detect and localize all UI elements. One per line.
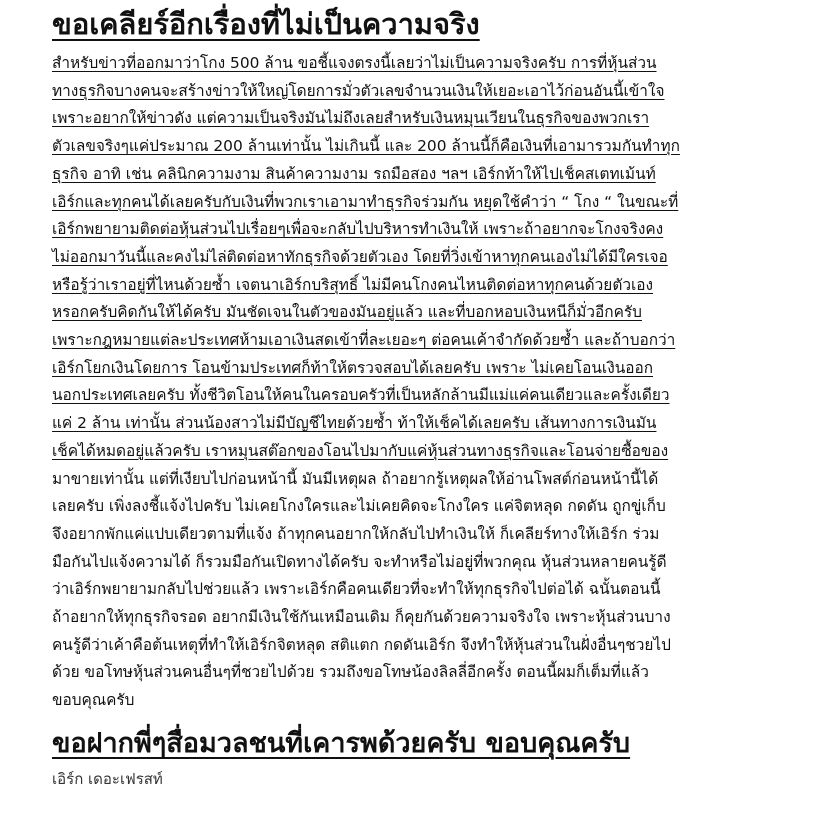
signature: เอิร์ก เดอะเฟรสท์ [52,769,163,788]
post-body [52,50,792,715]
body-line: สำหรับข่าวที่ออกมาว่าโกง 500 ล้าน ขอชี้แจงตรงนี้เลยว่าไม่เป็นความจริงครับ การที่หุ้นส่วน [52,54,657,72]
body-line: แค่ 2 ล้าน เท่านั้น ส่วนน้องสาวไม่มีบัญชีไทยด้วยซ้ำ ท้าให้เช็คได้เลยครับ เส้นทางการเงินมัน [52,414,657,433]
body-line: มาขายเท่านั้น แต่ที่เงียบไปก่อนหน้านี้ มันมีเหตุผล ถ้าอยากรู้เหตุผลให้อ่านโพสต์ก่อนหน้านี้ได้ [52,469,659,488]
body-line: เลยครับ เพิ่งลงชี้แจ้งไปครับ ไม่เคยโกงใครและไม่เคยคิดจะโกงใคร แค่จิตหลุด กดดัน ถูกขู่เก็บ [52,497,666,516]
body-line: หรอกครับคิดกันให้ได้ครับ มันชัดเจนในตัวของมันอยู่แล้ว และที่บอกหอบเงินหนีก็มั่วอีกครับ [52,303,642,322]
body-line: เพราะกฎหมายแต่ละประเทศห้ามเอาเงินสดเข้าที่ละเยอะๆ ต่อคนเค้าจำกัดด้วยซ้ำ และถ้าบอกว่า [52,331,676,350]
body-line: จึงอยากพักแค่แปบเดียวตามที่แจ้ง ถ้าทุกคนอยากให้กลับไปทำเงินให้ ก็เคลียร์ทางให้เอิร์ก ร่วม [52,524,660,543]
body-line: เอิร์กพยายามติดต่อหุ้นส่วนไปเรื่อยๆเพื่อจะกลับไปบริหารทำเงินให้ เพราะถ้าอยากจะโกงจริงคง [52,220,664,239]
body-line: ธุรกิจ อาทิ เช่น คลินิกความงาม สินค้าความงาม รถมือสอง ฯลฯ เอิร์กท้าให้ไปเช็คสเตทเม้นท์ [52,164,656,183]
body-line: ทางธุรกิจบางคนจะสร้างข่าวให้ใหญ่โดยการมั่วตัวเลขจำนวนเงินให้เยอะเอาไว้ก่อนอันนี้เข้าใจ [52,81,665,100]
body-line: ตัวเลขจริงๆแค่ประมาณ 200 ล้านเท่านั้น ไม่เกินนี้ และ 200 ล้านนี้ก็คือเงินที่เอามารวมกันทำทุก [52,137,680,156]
body-line: เอิร์กโยกเงินโดยการ โอนข้ามประเทศก็ท้าให้ตรวจสอบได้เลยครับ เพราะ ไม่เคยโอนเงินออก [52,358,654,377]
body-line: ไม่ออกมาวันนี้และคงไม่ไล่ติดต่อหาทักธุรกิจด้วยตัวเอง โดยที่วิ่งเข้าหาทุกคนเองไม่ได้มีใครเจอ [52,247,668,266]
post-container [40,0,792,791]
body-line: หรือรู้ว่าเราอยู่ที่ไหนด้วยซ้ำ เจตนาเอิร์กบริสุทธิ์ ไม่มีคนโกงคนไหนติดต่อหาทุกคนด้วยตัวเอง [52,275,653,294]
body-line: ว่าเอิร์กพยายามกลับไปช่วยแล้ว เพราะเอิร์กคือคนเดียวที่จะทำให้ทุกธุรกิจไปต่อได้ ฉนั้นตอนนี้ [52,580,661,599]
body-line: ถ้าอยากให้ทุกธุรกิจรอด อยากมีเงินใช้กันเหมือนเดิม ก็คุยกันด้วยความจริงใจ เพราะหุ้นส่วนบาง [52,608,671,627]
body-line: คนรู้ดีว่าเค้าคือต้นเหตุที่ทำให้เอิร์กจิตหลุด สติแตก กดดันเอิร์ก จึงทำให้หุ้นส่วนในฝั่งอื่นๆชวยไป [52,635,671,654]
body-line: เอิร์กและทุกคนได้เลยครับกับเงินที่พวกเราเอามาทำธุรกิจร่วมกัน หยุดใช้คำว่า “ โกง “ ในขณะที่ [52,192,679,211]
post-title: ขอเคลียร์อีกเรื่องที่ไม่เป็นความจริง [52,7,480,41]
body-line: นอกประเทศเลยครับ ทั้งชีวิตโอนให้คนในครอบครัวที่เป็นหลักล้านมีแม่แค่คนเดียวและครั้งเดียว [52,386,670,405]
footer-title: ขอฝากพี่ๆสื่อมวลชนที่เคารพด้วยครับ ขอบคุณครับ [52,727,631,759]
body-line: เพราะอยากให้ข่าวดัง แต่ความเป็นจริงมันไม่ถึงเลยสำหรับเงินหมุนเวียนในธุรกิจของพวกเรา [52,109,650,128]
body-line: ขอบคุณครับ [52,691,135,710]
body-line: ด้วย ขอโทษหุ้นส่วนคนอื่นๆที่ชวยไปด้วย รวมถึงขอโทษน้องลิลลี่อีกครั้ง ตอนนี้ผมก็เต็มที่แล้ว [52,663,649,682]
body-line: เช็คได้หมดอยู่แล้วครับ เราหมุนสต๊อกของโอนไปมากับแค่หุ้นส่วนทางธุรกิจและโอนจ่ายซื้อของ [52,441,669,460]
body-line: มือกันไปแจ้งความได้ ก็รวมมือกันเปิดทางได้ครับ จะทำหรือไม่อยู่ที่พวกคุณ หุ้นส่วนหลายคนรู้ดี [52,552,667,571]
